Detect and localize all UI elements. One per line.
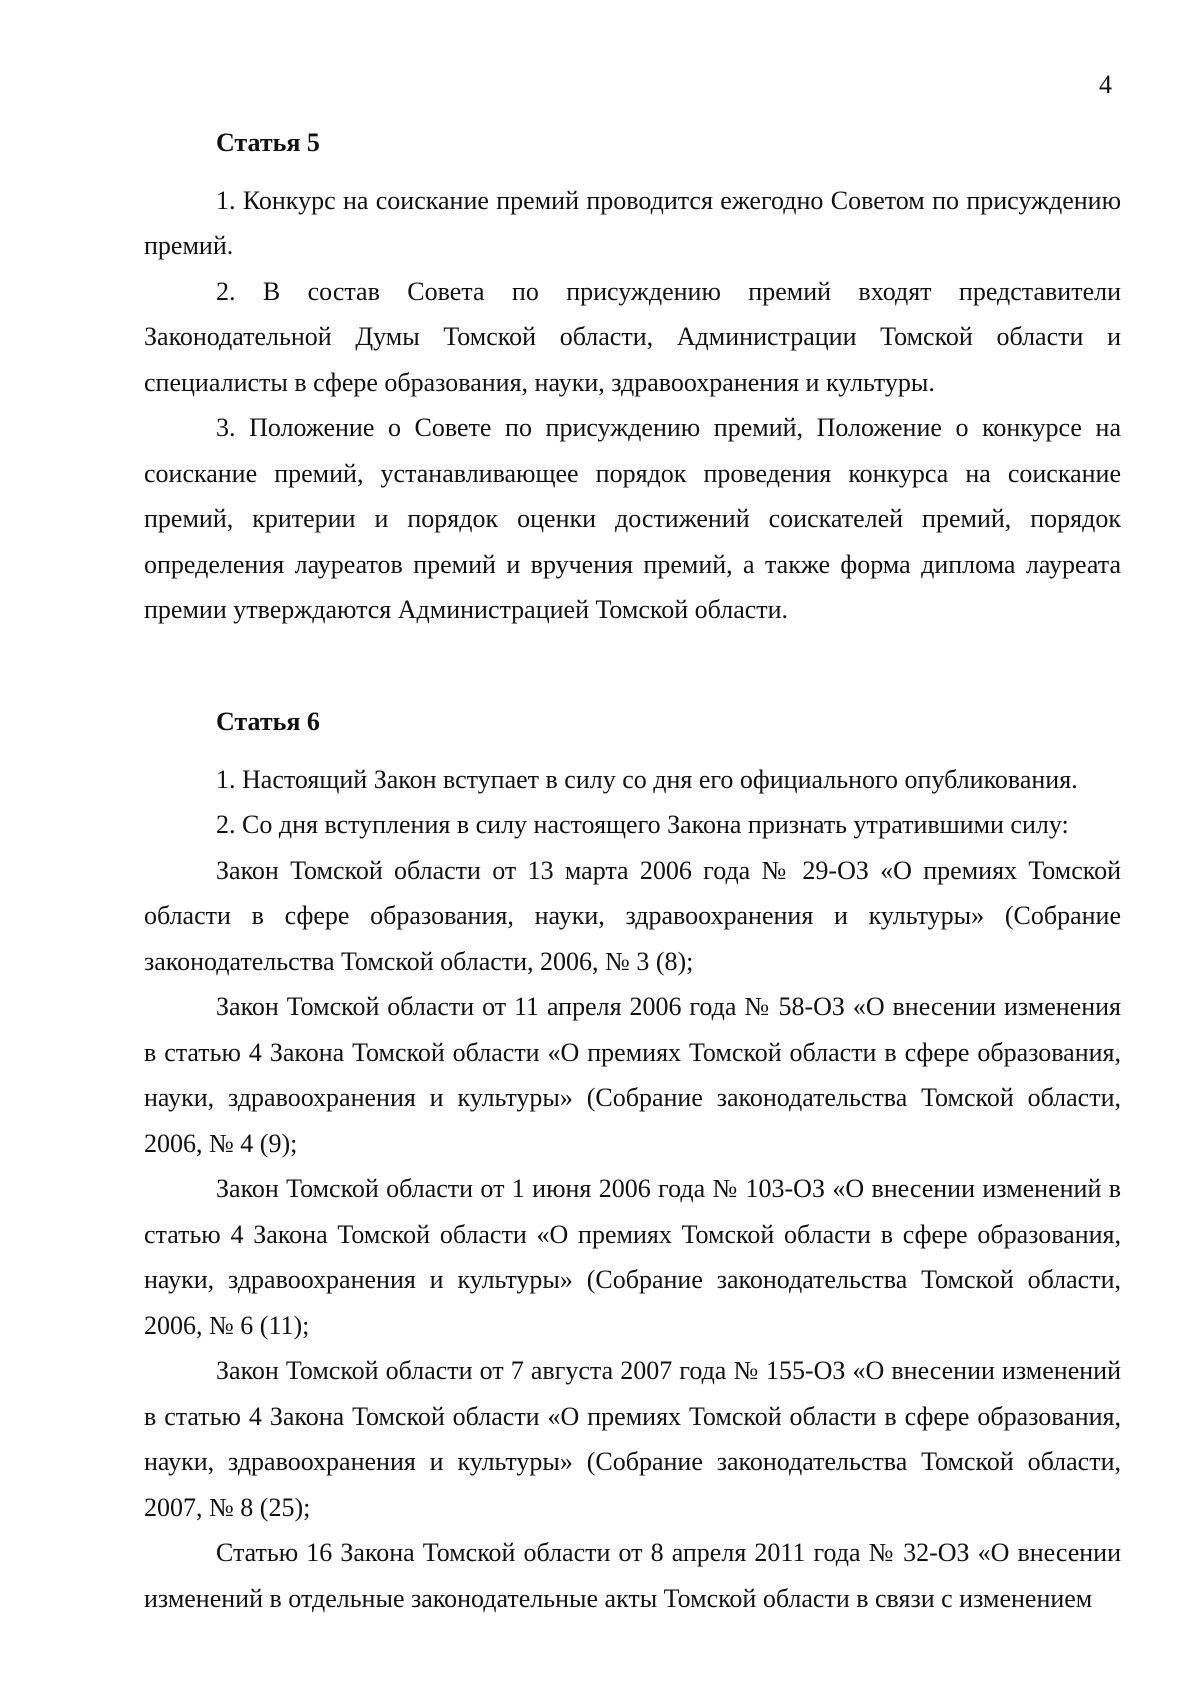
article-6-repealed-law-5: Статью 16 Закона Томской области от 8 апреля 2011 года № 32-ОЗ «О внесении изменений в отдельные законодательные акты Томской области в связи с изменением: [144, 1538, 1121, 1613]
section-spacer: [144, 633, 1121, 705]
article-6-paragraph-2: 2. Со дня вступления в силу настоящего Закона признать утратившими силу:: [216, 810, 1069, 840]
article-5: [144, 126, 1121, 633]
article-5-paragraph-1: 1. Конкурс на соискание премий проводится ежегодно Советом по присуждению премий.: [144, 185, 1121, 261]
page-number: 4: [1099, 70, 1112, 99]
article-5-paragraph-3: 3. Положение о Совете по присуждению премий, Положение о конкурсе на соискание премий, устанавливающее порядок проведения конкурса на соискание премий, критерии и порядок оценки достижений соискателей премий, порядок определения лауреатов премий и вручения премий, а также форма диплома лауреата премии утверждаются Администрацией Томской области.: [144, 413, 1121, 625]
article-6: [144, 705, 1121, 1621]
document-body: [144, 126, 1121, 1621]
article-6-repealed-law-3: Закон Томской области от 1 июня 2006 года № 103-ОЗ «О внесении изменений в статью 4 Закона Томской области «О премиях Томской области в сфере образования, науки, здравоохранения и культуры» (Собрание законодательства Томской области, 2006, № 6 (11);: [144, 1174, 1121, 1340]
article-6-paragraph-1: 1. Настоящий Закон вступает в силу со дня его официального опубликования.: [216, 764, 1078, 794]
article-5-title: Статья 5: [216, 128, 320, 157]
article-6-title: Статья 6: [216, 706, 320, 736]
article-6-repealed-law-4: Закон Томской области от 7 августа 2007 года № 155-ОЗ «О внесении изменений в статью 4 Закона Томской области «О премиях Томской области в сфере образования, науки, здравоохранения и культуры» (Собрание законодательства Томской области, 2007, № 8 (25);: [144, 1356, 1121, 1522]
article-6-repealed-law-1: Закон Томской области от 13 марта 2006 года № 29-ОЗ «О премиях Томской области в сфере образования, науки, здравоохранения и культуры» (Собрание законодательства Томской области, 2006, № 3 (8);: [144, 855, 1121, 976]
article-6-repealed-law-2: Закон Томской области от 11 апреля 2006 года № 58-ОЗ «О внесении изменения в статью 4 Закона Томской области «О премиях Томской области в сфере образования, науки, здравоохранения и культуры» (Собрание законодательства Томской области, 2006, № 4 (9);: [144, 992, 1121, 1158]
article-5-paragraph-2: 2. В состав Совета по присуждению премий входят представители Законодательной Думы Томской области, Администрации Томской области и специалисты в сфере образования, науки, здравоохранения и культуры.: [144, 276, 1121, 397]
